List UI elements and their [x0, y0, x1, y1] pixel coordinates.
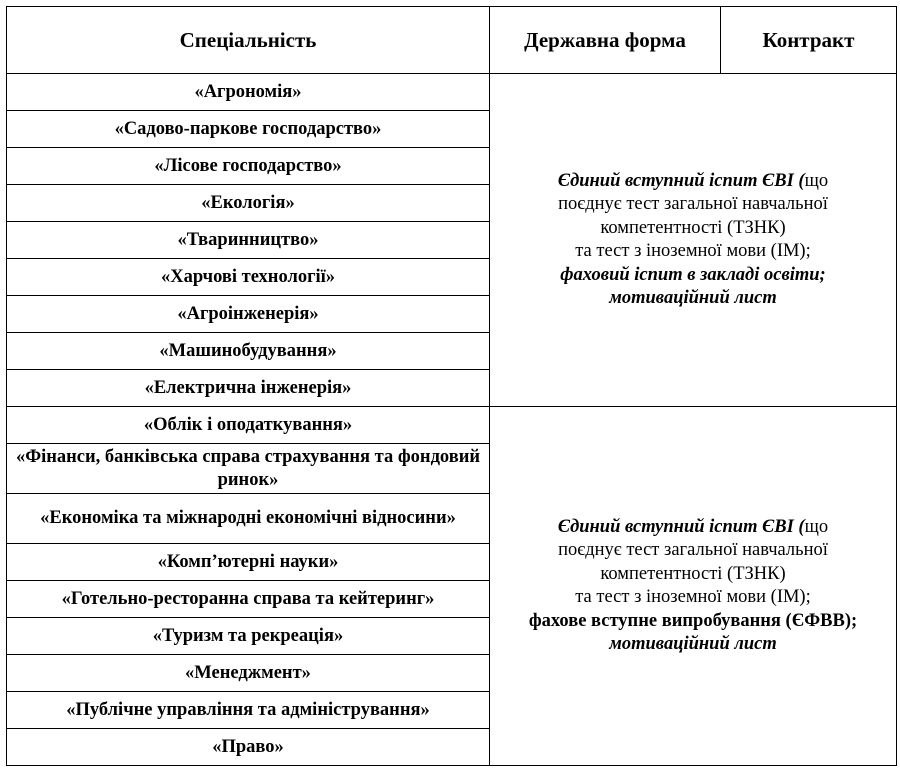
- exam-line: [496, 170, 890, 194]
- group2-requirements-cell: [490, 407, 897, 766]
- requirement-line: компетентності (ТЗНК): [600, 217, 786, 238]
- requirement-line: та тест з іноземної мови (ІМ);: [575, 241, 811, 261]
- exam-title: Єдиний вступний іспит ЄВІ (: [557, 516, 805, 537]
- specialty-cell: «Комп’ютерні науки»: [7, 544, 490, 581]
- requirement-line: поєднує тест загальної навчальної: [558, 194, 828, 214]
- specialty-cell: «Харчові технології»: [7, 259, 490, 296]
- exam-line: [496, 516, 890, 540]
- specialty-cell: «Лісове господарство»: [7, 148, 490, 185]
- requirement-line: поєднує тест загальної навчальної: [558, 540, 828, 560]
- specialty-cell: «Туризм та рекреація»: [7, 618, 490, 655]
- header-specialty: Спеціальність: [7, 7, 490, 74]
- specialty-cell: «Садово-паркове господарство»: [7, 111, 490, 148]
- requirement-line: та тест з іноземної мови (ІМ);: [575, 587, 811, 607]
- header-row: [7, 7, 897, 74]
- exam-rest: що: [804, 170, 829, 191]
- exam-rest: що: [804, 516, 829, 537]
- specialty-cell: «Менеджмент»: [7, 655, 490, 692]
- table-row: [7, 74, 897, 111]
- motivation-letter-line: мотиваційний лист: [609, 288, 777, 308]
- requirement-line: компетентності (ТЗНК): [600, 563, 786, 584]
- specialty-cell: «Машинобудування»: [7, 333, 490, 370]
- exam-title: Єдиний вступний іспит ЄВІ (: [557, 170, 805, 191]
- specialty-cell: «Тваринництво»: [7, 222, 490, 259]
- table-row: [7, 407, 897, 444]
- motivation-letter-line: мотиваційний лист: [609, 634, 777, 654]
- specialty-cell: «Право»: [7, 729, 490, 766]
- group1-requirements-cell: [490, 74, 897, 407]
- specialty-cell: «Екологія»: [7, 185, 490, 222]
- specialty-cell: «Публічне управління та адміністрування»: [7, 692, 490, 729]
- specialty-cell: «Облік і оподаткування»: [7, 407, 490, 444]
- admission-table: [6, 6, 897, 766]
- header-state-form: Державна форма: [490, 7, 721, 74]
- specialty-cell: «Електрична інженерія»: [7, 370, 490, 407]
- professional-exam-line: фахове вступне випробування (ЄФВВ);: [528, 610, 858, 631]
- specialty-cell: «Агроінженерія»: [7, 296, 490, 333]
- specialty-cell: «Готельно-ресторанна справа та кейтеринг»: [7, 581, 490, 618]
- header-contract: Контракт: [721, 7, 897, 74]
- professional-exam-line: фаховий іспит в закладі освіти;: [560, 264, 826, 285]
- specialty-cell: «Агрономія»: [7, 74, 490, 111]
- specialty-cell: «Фінанси, банківська справа страхування та фондовий ринок»: [7, 444, 490, 494]
- specialty-cell: «Економіка та міжнародні економічні відносини»: [7, 494, 490, 544]
